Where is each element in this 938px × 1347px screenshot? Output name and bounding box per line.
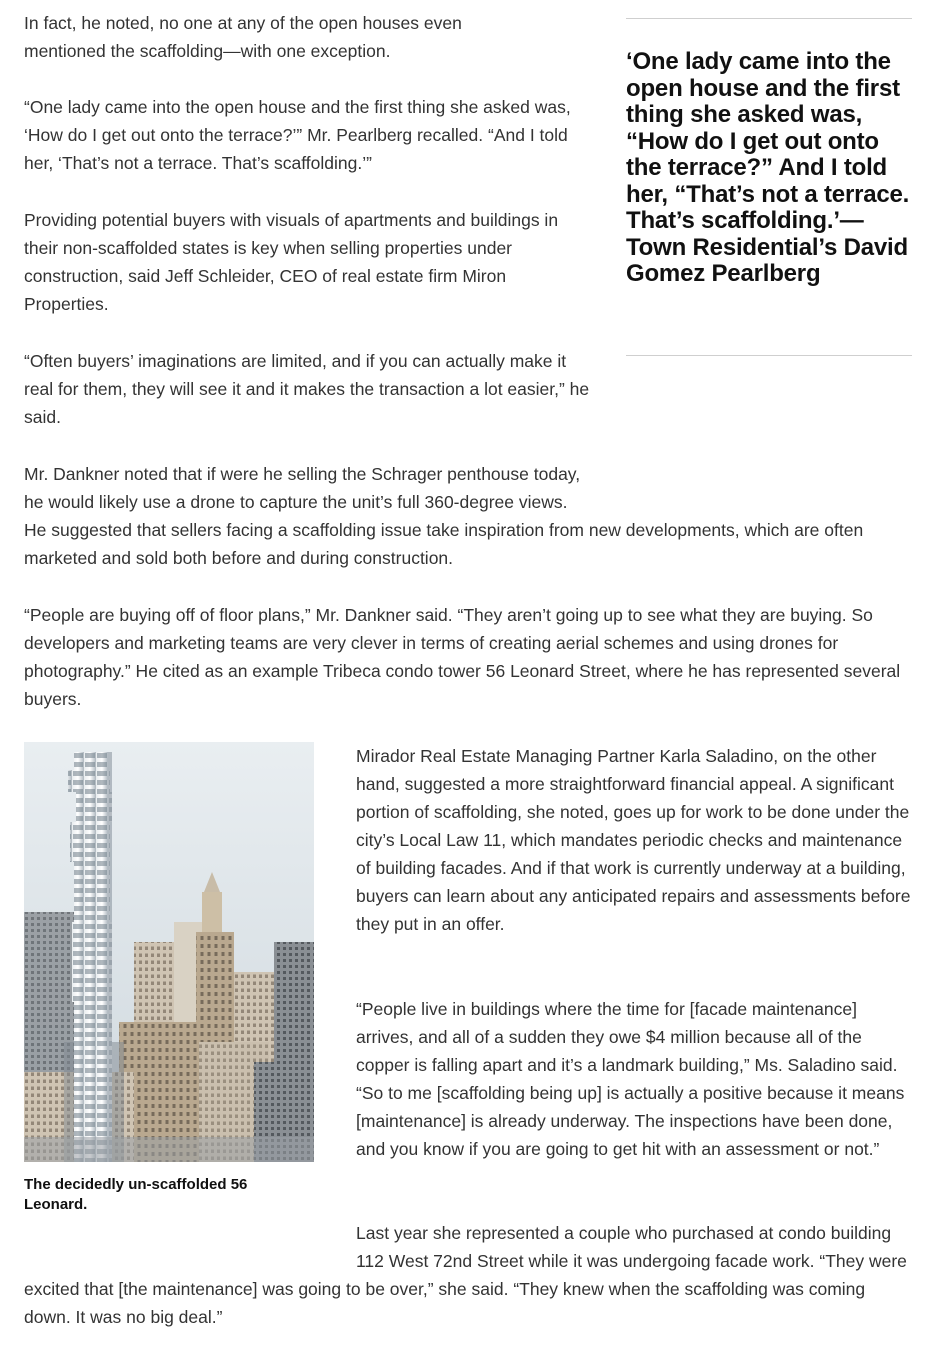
article-paragraph-6: “People are buying off of floor plans,” Mr. Dankner said. “They aren’t going up to see what they are buying. So developers and marketing teams are very clever in terms of creating aerial schemes and using drones for photography.” He cited as an example Tribeca condo tower 56 Leonard Street, where he has represented several buyers. xyxy=(24,605,901,709)
article-paragraph-1: In fact, he noted, no one at any of the open houses even mentioned the scaffolding—with one exception. xyxy=(24,13,462,61)
building-photo-illustration xyxy=(24,742,314,1162)
building-photo xyxy=(24,742,314,1162)
pull-quote xyxy=(626,18,912,356)
article-paragraph-5-text: Mr. Dankner noted that if were he selling the Schrager penthouse today, he would likely use a drone to capture the unit’s full 360-degree views. He suggested that sellers facing a scaffolding issue take inspiration from new developments, which are often marketed and sold both before and during construction. xyxy=(24,464,864,568)
pull-quote-text: ‘One lady came into the open house and the first thing she asked was, “How do I get out onto the terrace?” And I told her, “That’s not a terrace. That’s scaffolding.’—Town Residential’s David Gomez Pearlberg xyxy=(626,48,910,287)
article-paragraph-9-text: Last year she represented a couple who purchased at condo building 112 West 72nd Street while it was undergoing facade work. “They were excited that [the maintenance] was going to be over,” she said. “They knew when the scaffolding was coming down. It was no big deal.” xyxy=(24,1223,907,1327)
article-paragraph-9 xyxy=(24,1219,914,1331)
photo-caption: The decidedly un-scaffolded 56 Leonard. xyxy=(24,1176,248,1213)
article-paragraph-7: Mirador Real Estate Managing Partner Karla Saladino, on the other hand, suggested a more straightforward financial appeal. A significant portion of scaffolding, she noted, goes up for work to be done under the city’s Local Law 11, which mandates periodic checks and maintenance of building facades. And if that work is currently underway at a building, buyers can learn about any anticipated repairs and assessments before they put in an offer. xyxy=(356,746,911,934)
article-paragraph-3: Providing potential buyers with visuals of apartments and buildings in their non-scaffolded states is key when selling properties under construction, said Jeff Schleider, CEO of real estate firm Miron Properties. xyxy=(24,210,559,314)
article-paragraph-4: “Often buyers’ imaginations are limited, and if you can actually make it real for them, they will see it and it makes the transaction a lot easier,” he said. xyxy=(24,351,590,427)
article-paragraph-5 xyxy=(24,460,914,572)
article-paragraph-8: “People live in buildings where the time for [facade maintenance] arrives, and all of a sudden they owe $4 million because all of the copper is falling apart and it’s a landmark building,” Ms. Saladino said. “So to me [scaffolding being up] is actually a positive because it means [maintenance] is already underway. The inspections have been done, and you know if you are going to get hit with an assessment or not.” xyxy=(356,999,905,1159)
article-paragraph-2: “One lady came into the open house and the first thing she asked was, ‘How do I get out onto the terrace?’” Mr. Pearlberg recalled. “And I told her, ‘That’s not a terrace. That’s scaffolding.’” xyxy=(24,97,571,173)
